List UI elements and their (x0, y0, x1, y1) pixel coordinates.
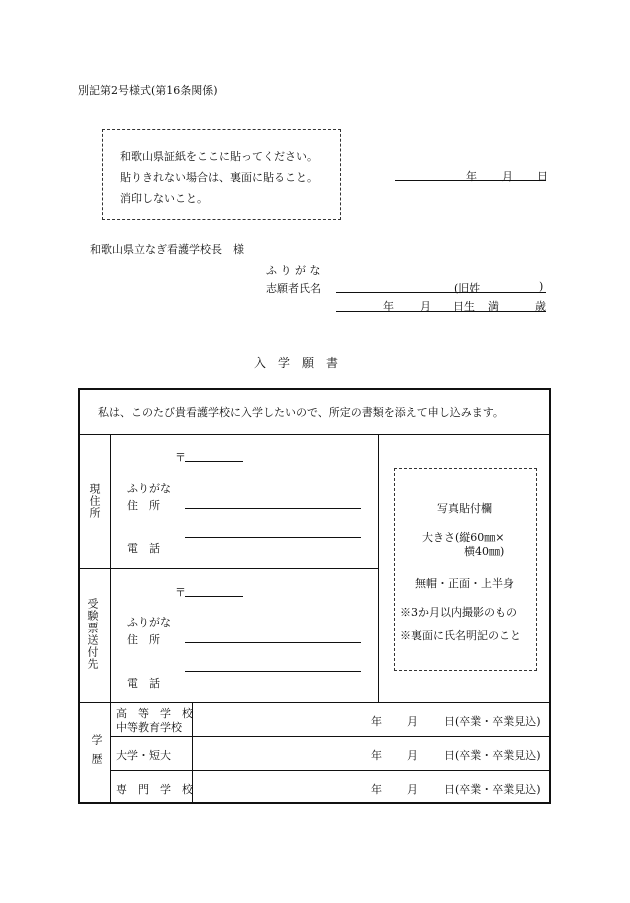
birth-month-label: 月 (420, 300, 431, 313)
photo-size-line2: 横40㎜) (464, 545, 505, 558)
table-rule (110, 736, 549, 737)
applicant-name-label: 志願者氏名 (266, 282, 321, 295)
table-rule (80, 702, 549, 703)
edu-month-label: 月 (407, 715, 418, 728)
edu-year-label: 年 (371, 783, 382, 796)
exam-ticket-address-label: 受験票送付先 (86, 598, 99, 670)
edu-day-status: 日(卒業・卒業見込) (444, 749, 541, 762)
stamp-note-line1: 和歌山県証紙をここに貼ってください。 (120, 150, 318, 163)
old-name-close: ) (539, 280, 544, 293)
stamp-note-line3: 消印しないこと。 (120, 192, 208, 205)
edu-year-label: 年 (371, 715, 382, 728)
edu-year-label: 年 (371, 749, 382, 762)
table-rule (110, 434, 111, 802)
addressee: 和歌山県立なぎ看護学校長 様 (90, 243, 244, 256)
address-label: 住 所 (127, 499, 160, 512)
school-type-highschool: 高 等 学 校 (116, 707, 193, 720)
photo-note1: ※3か月以内撮影のもの (400, 606, 517, 619)
birth-year-label: 年 (383, 300, 394, 313)
phone-field[interactable] (185, 671, 361, 672)
postal-code-field[interactable] (185, 461, 243, 462)
photo-note2: ※裏面に氏名明記のこと (400, 629, 521, 642)
school-type-secondary: 中等教育学校 (116, 721, 182, 734)
school-type-university: 大学・短大 (116, 749, 171, 762)
edu-day-status: 日(卒業・卒業見込) (444, 783, 541, 796)
form-header: 別記第2号様式(第16条関係) (78, 84, 218, 97)
edu-month-label: 月 (407, 749, 418, 762)
birth-day-label: 日生 (453, 300, 475, 313)
current-address-label: 現住所 (88, 483, 101, 519)
postal-mark: 〒 (175, 451, 186, 464)
photo-conditions: 無帽・正面・上半身 (415, 577, 514, 590)
old-name-label: (旧姓 (454, 282, 481, 295)
furigana-label: ふりがな (127, 482, 171, 495)
applicant-name-field[interactable] (336, 292, 546, 293)
phone-field[interactable] (185, 537, 361, 538)
edu-day-status: 日(卒業・卒業見込) (444, 715, 541, 728)
photo-size-line1: 大きさ(縦60㎜× (422, 531, 505, 544)
postal-code-field[interactable] (185, 596, 243, 597)
table-rule (110, 770, 549, 771)
date-year-label: 年 (466, 170, 477, 183)
photo-title: 写真貼付欄 (437, 502, 492, 515)
date-day-label: 日 (537, 170, 548, 183)
address-field[interactable] (185, 508, 361, 509)
table-rule (378, 434, 379, 702)
address-label: 住 所 (127, 633, 160, 646)
statement: 私は、このたび貴看護学校に入学したいので、所定の書類を添えて申し込みます。 (98, 406, 504, 419)
phone-label: 電 話 (127, 542, 160, 555)
school-type-vocational: 専 門 学 校 (116, 783, 193, 796)
education-label: 学歴 (90, 734, 103, 772)
birthdate-field[interactable] (336, 311, 546, 312)
phone-label: 電 話 (127, 677, 160, 690)
document-title: 入 学 願 書 (254, 356, 339, 370)
furigana-label: ふりがな (127, 616, 171, 629)
table-rule (80, 568, 378, 569)
age-prefix: 満 (488, 300, 499, 313)
address-field[interactable] (185, 642, 361, 643)
age-suffix: 歳 (535, 300, 546, 313)
date-month-label: 月 (502, 170, 513, 183)
edu-month-label: 月 (407, 783, 418, 796)
stamp-note-line2: 貼りきれない場合は、裏面に貼ること。 (120, 171, 318, 184)
table-rule (80, 434, 549, 435)
postal-mark: 〒 (175, 586, 186, 599)
furigana-label: ふ り が な (266, 264, 321, 277)
